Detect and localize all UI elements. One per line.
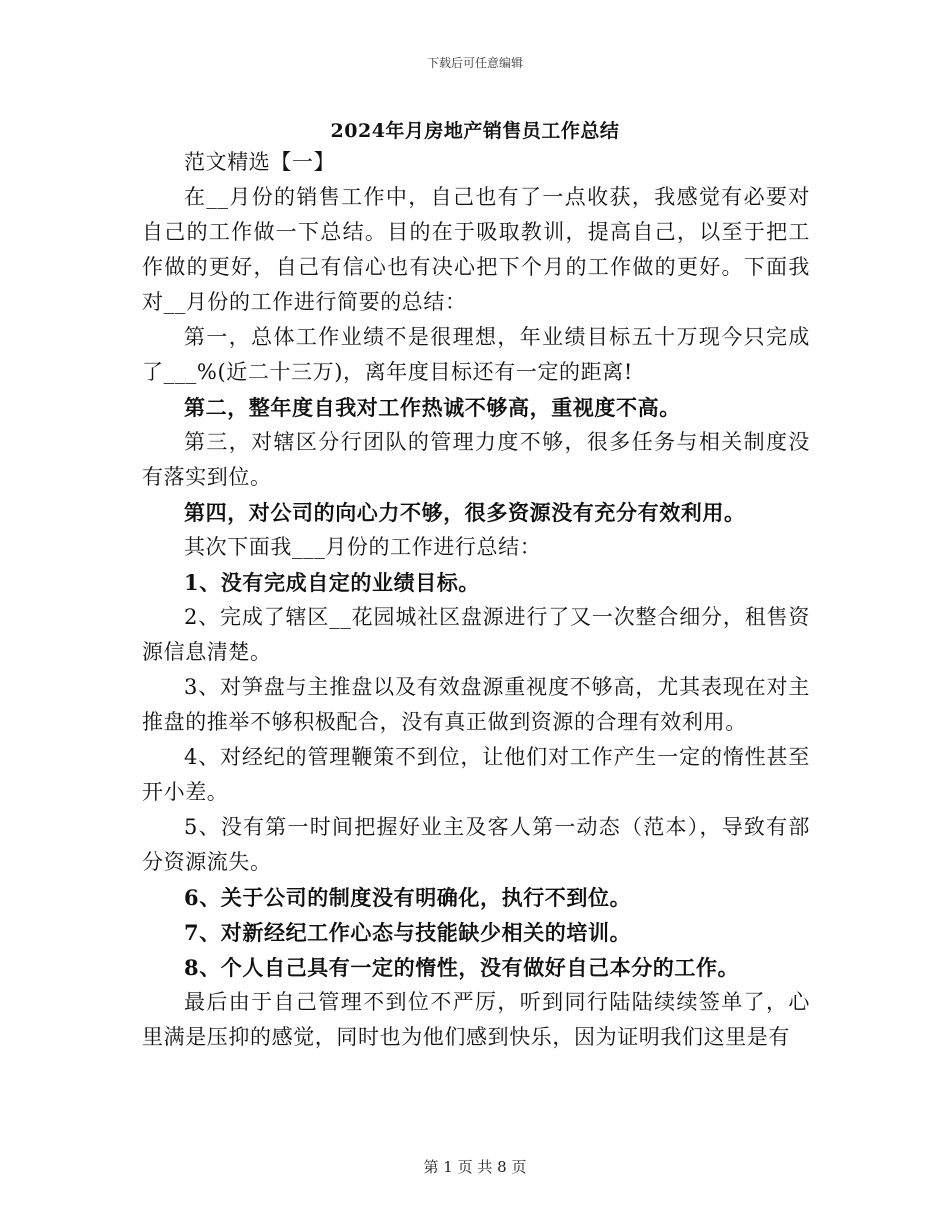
paragraph: 5、没有第一时间把握好业主及客人第一动态（范本），导致有部分资源流失。	[142, 815, 810, 874]
document-body	[142, 145, 810, 1055]
paragraph: 8、个人自己具有一定的惰性，没有做好自己本分的工作。	[184, 955, 740, 980]
paragraph: 第三，对辖区分行团队的管理力度不够，很多任务与相关制度没有落实到位。	[142, 430, 810, 489]
header-note: 下载后可任意编辑	[426, 56, 523, 70]
paragraph: 7、对新经纪工作心态与技能缺少相关的培训。	[184, 920, 632, 945]
paragraph: 在__月份的销售工作中，自己也有了一点收获，我感觉有必要对自己的工作做一下总结。目的在于吸取教训，提高自己，以至于把工作做的更好，自己有信心也有决心把下个月的工作做的更好。下面我对__月份的工作进行简要的总结：	[142, 185, 810, 314]
paragraph: 第一，总体工作业绩不是很理想，年业绩目标五十万现今只完成了___%(近二十三万)，离年度目标还有一定的距离!	[142, 325, 810, 384]
paragraph: 1、没有完成自定的业绩目标。	[184, 570, 481, 595]
paragraph: 最后由于自己管理不到位不严厉，听到同行陆陆续续签单了，心里满是压抑的感觉，同时也为他们感到快乐，因为证明我们这里是有	[142, 990, 810, 1049]
paragraph: 范文精选【一】	[184, 150, 336, 174]
paragraph: 4、对经纪的管理鞭策不到位，让他们对工作产生一定的惰性甚至开小差。	[142, 745, 810, 804]
page-number: 第 1 页 共 8 页	[423, 1158, 527, 1176]
paragraph: 其次下面我___月份的工作进行总结：	[184, 535, 542, 559]
paragraph: 2、完成了辖区__花园城社区盘源进行了又一次整合细分，租售资源信息清楚。	[142, 605, 810, 664]
document-title: 2024年月房地产销售员工作总结	[330, 120, 620, 142]
paragraph: 第二，整年度自我对工作热诚不够高，重视度不高。	[184, 395, 681, 420]
paragraph: 6、关于公司的制度没有明确化，执行不到位。	[184, 885, 632, 910]
paragraph: 3、对笋盘与主推盘以及有效盘源重视度不够高，尤其表现在对主推盘的推举不够积极配合，没有真正做到资源的合理有效利用。	[142, 675, 810, 734]
paragraph: 第四，对公司的向心力不够，很多资源没有充分有效利用。	[184, 500, 746, 525]
